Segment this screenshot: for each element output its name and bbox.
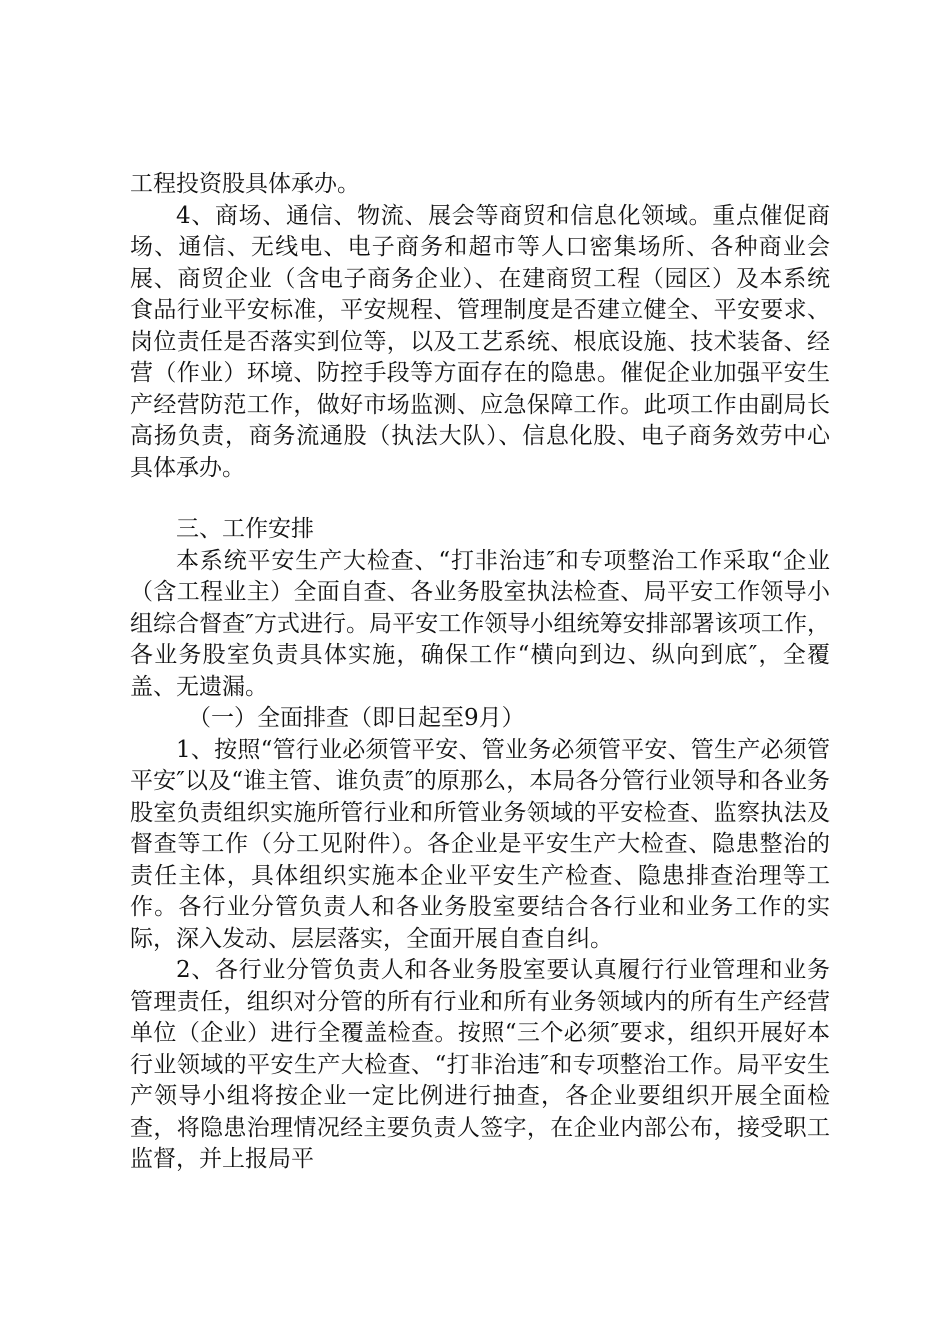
paragraph-item-1-responsibility: 1、按照“管行业必须管平安、管业务必须管平安、管生产必须管平安″以及“谁主管、谁负责″的原那么，本局各分管行业领导和各业务股室负责组织实施所管行业和所管业务领域的平安检查、监察执法及督查等工作（分工见附件）。各企业是平安生产大检查、隐患整治的责任主体，具体组织实施本企业平安生产检查、隐患排查治理等工作。各行业分管负责人和各业务股室要结合各行业和业务工作的实际，深入发动、层层落实，全面开展自查自纠。: [130, 736, 830, 952]
paragraph-item-2-coverage: 2、各行业分管负责人和各业务股室要认真履行行业管理和业务管理责任，组织对分管的所有行业和所有业务领域内的所有生产经营单位（企业）进行全覆盖检查。按照“三个必须″要求，组织开展好本行业领域的平安生产大检查、“打非治违″和专项整治工作。局平安生产领导小组将按企业一定比例进行抽查，各企业要组织开展全面检查，将隐患治理情况经主要负责人签字，在企业内部公布，接受职工监督，并上报局平: [130, 957, 830, 1172]
paragraph-item-4-commerce: 4、商场、通信、物流、展会等商贸和信息化领域。重点催促商场、通信、无线电、电子商务和超市等人口密集场所、各种商业会展、商贸企业（含电子商务企业）、在建商贸工程（园区）及本系统食品行业平安标准，平安规程、管理制度是否建立健全、平安要求、岗位责任是否落实到位等，以及工艺系统、根底设施、技术装备、经营（作业）环境、防控手段等方面存在的隐患。催促企业加强平安生产经营防范工作，做好市场监测、应急保障工作。此项工作由副局长高扬负责，商务流通股（执法大队）、信息化股、电子商务效劳中心具体承办。: [130, 202, 830, 481]
paragraph-arrangement-overview: 本系统平安生产大检查、“打非治违″和专项整治工作采取“企业（含工程业主）全面自查、各业务股室执法检查、局平安工作领导小组综合督查″方式进行。局平安工作领导小组统筹安排部署该项工作，各业务股室负责具体实施，确保工作“横向到边、纵向到底″，全覆盖、无遗漏。: [130, 547, 830, 700]
document-body: [130, 169, 830, 1176]
paragraph-continuation: 工程投资股具体承办。: [130, 171, 360, 197]
section-heading-work-arrangement: 三、工作安排: [176, 516, 314, 542]
subsection-heading-full-inspection: （一）全面排查（即日起至9月）: [188, 705, 525, 731]
